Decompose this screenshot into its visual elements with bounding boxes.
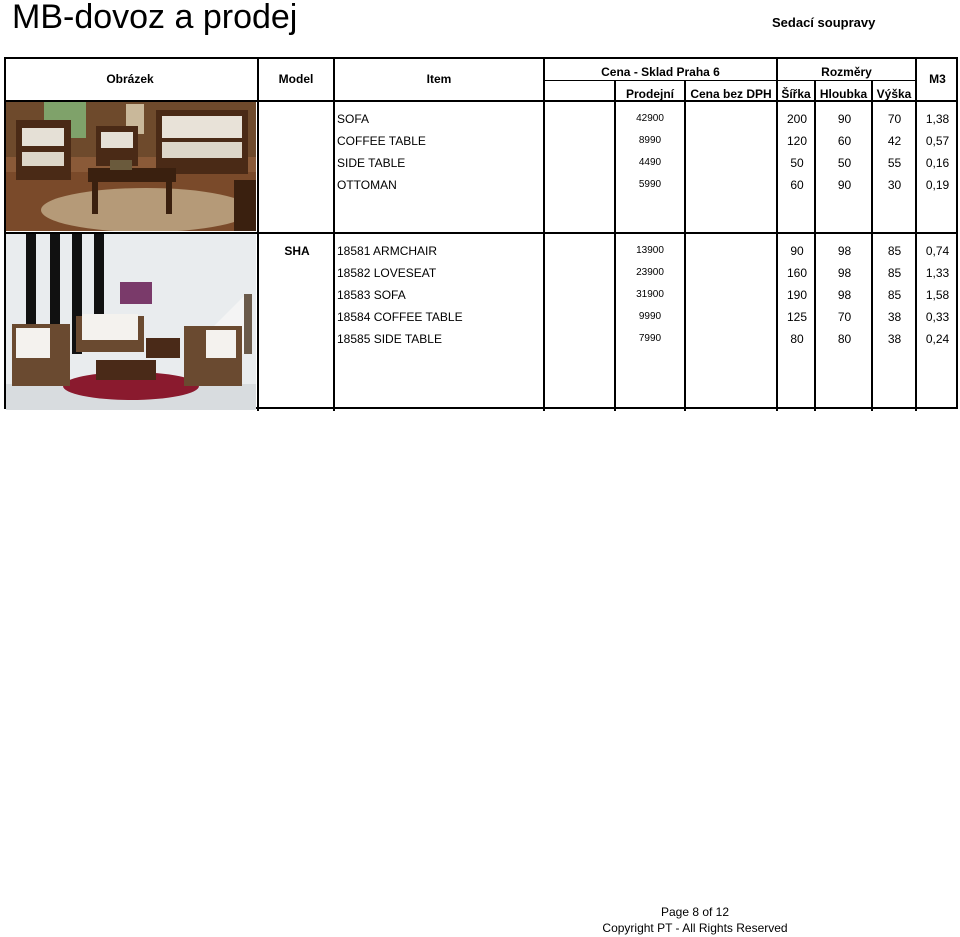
table-cell-hloubka: 90	[837, 112, 852, 126]
table-cell-hloubka: 98	[837, 288, 852, 302]
table-cell-vyska: 85	[887, 244, 902, 258]
table-cell-vyska: 55	[887, 156, 902, 170]
table-cell-hloubka: 98	[837, 244, 852, 258]
copyright: Copyright PT - All Rights Reserved	[602, 921, 788, 935]
header-hloubka: Hloubka	[819, 87, 868, 101]
header-obrazek: Obrázek	[106, 72, 154, 86]
table-cell-prodejni: 4490	[638, 157, 662, 168]
table-cell-prodejni: 5990	[638, 179, 662, 190]
table-cell-sirka: 190	[786, 288, 808, 302]
table-cell-m3: 0,33	[925, 310, 950, 324]
table-cell-sirka: 125	[786, 310, 808, 324]
table-cell-vyska: 85	[887, 266, 902, 280]
table-cell-m3: 1,58	[925, 288, 950, 302]
table-cell-item: 18583 SOFA	[337, 288, 406, 302]
header-rozmery: Rozměry	[821, 65, 872, 79]
table-cell-vyska: 70	[887, 112, 902, 126]
table-cell-item: 18581 ARMCHAIR	[337, 244, 438, 258]
table-cell-m3: 0,16	[925, 156, 950, 170]
page-title: MB-dovoz a prodej	[12, 0, 298, 36]
table-cell-prodejni: 9990	[638, 311, 662, 322]
header-m3: M3	[929, 72, 946, 86]
table-cell-sirka: 60	[790, 178, 804, 192]
table-cell-item: SOFA	[337, 112, 370, 126]
table-cell-m3: 1,33	[925, 266, 950, 280]
table-cell-m3: 0,74	[925, 244, 950, 258]
table-cell-item: 18584 COFFEE TABLE	[337, 310, 463, 324]
table-cell-vyska: 85	[887, 288, 902, 302]
living-room-set-photo	[6, 102, 256, 231]
table-cell-m3: 0,19	[925, 178, 950, 192]
table-cell-item: 18585 SIDE TABLE	[337, 332, 442, 346]
table-cell-item: 18582 LOVESEAT	[337, 266, 437, 280]
table-cell-hloubka: 60	[837, 134, 852, 148]
table-cell-hloubka: 90	[837, 178, 852, 192]
table-cell-prodejni: 8990	[638, 135, 662, 146]
table-cell-prodejni: 23900	[636, 267, 664, 278]
page-number: Page 8 of 12	[660, 905, 730, 919]
table-cell-sirka: 200	[786, 112, 808, 126]
table-cell-m3: 1,38	[925, 112, 950, 126]
table-cell-item: COFFEE TABLE	[337, 134, 426, 148]
table-cell-vyska: 30	[887, 178, 902, 192]
header-cena-group: Cena - Sklad Praha 6	[601, 65, 720, 79]
table-cell-m3: 0,57	[925, 134, 950, 148]
header-item: Item	[426, 72, 452, 86]
table-cell-item: SIDE TABLE	[337, 156, 406, 170]
table-cell-hloubka: 98	[837, 266, 852, 280]
table-cell-prodejni: 7990	[638, 333, 662, 344]
category-label: Sedací soupravy	[772, 15, 876, 30]
table-cell-sirka: 160	[786, 266, 808, 280]
table-cell-sirka: 90	[790, 244, 804, 258]
table-cell-hloubka: 80	[837, 332, 852, 346]
header-model: Model	[278, 72, 314, 86]
table-cell-sirka: 50	[790, 156, 804, 170]
table-cell-hloubka: 70	[837, 310, 852, 324]
table-cell-item: OTTOMAN	[337, 178, 397, 192]
table-cell-prodejni: 42900	[636, 113, 664, 124]
table-cell-prodejni: 31900	[636, 289, 664, 300]
table-cell-vyska: 38	[887, 332, 902, 346]
table-cell-sirka: 120	[786, 134, 808, 148]
table-cell-prodejni: 13900	[636, 245, 664, 256]
model-code: SHA	[284, 244, 310, 258]
subheader-divider	[544, 80, 916, 81]
header-sirka: Šířka	[781, 87, 811, 101]
table-cell-vyska: 38	[887, 310, 902, 324]
table-cell-sirka: 80	[790, 332, 804, 346]
white-room-set-photo	[6, 234, 256, 410]
header-prodejni: Prodejní	[625, 87, 674, 101]
table-cell-m3: 0,24	[925, 332, 950, 346]
table-cell-vyska: 42	[887, 134, 902, 148]
header-cena-bez-dph: Cena bez DPH	[690, 87, 772, 101]
header-vyska: Výška	[876, 87, 912, 101]
table-cell-hloubka: 50	[837, 156, 852, 170]
